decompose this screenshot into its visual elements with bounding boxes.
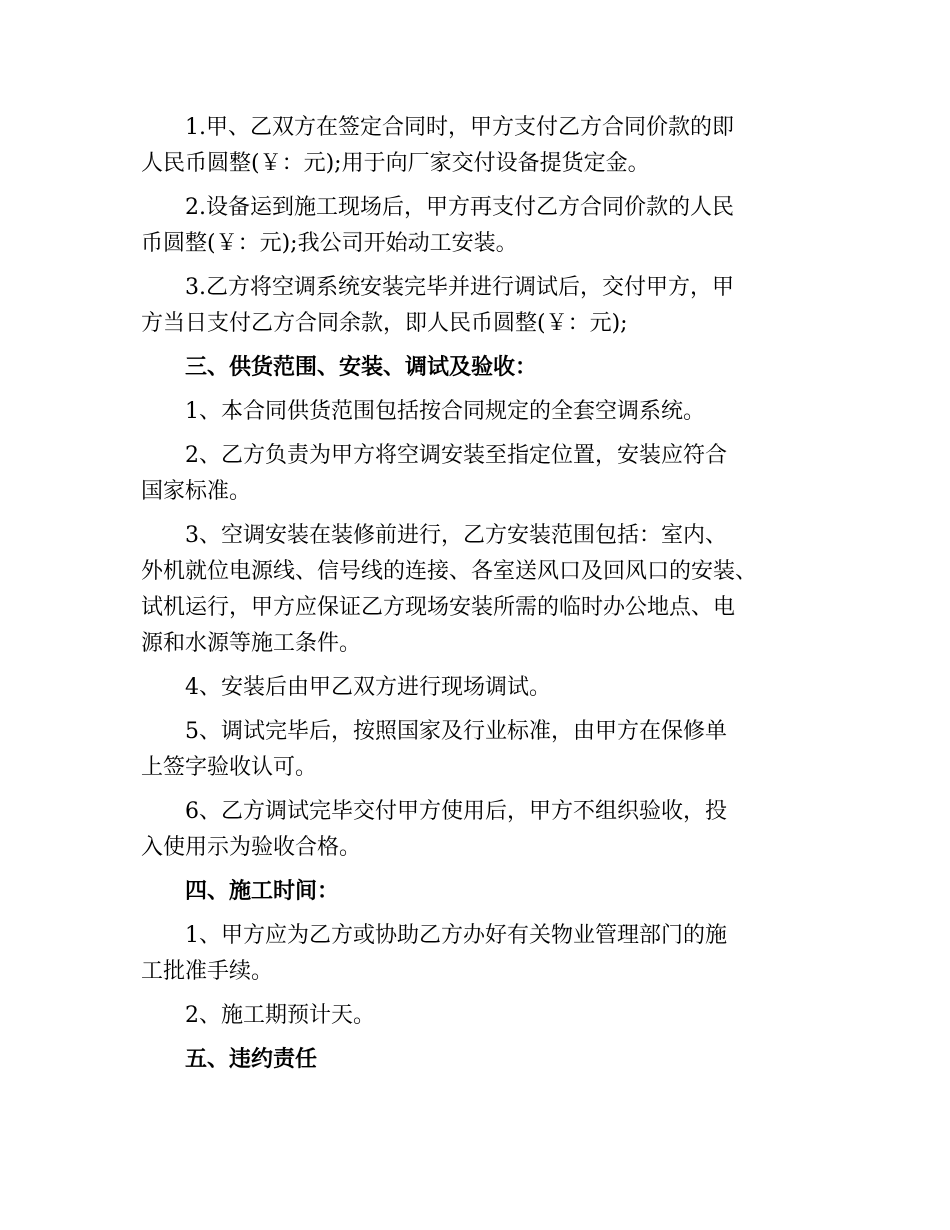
contract-paragraph	[141, 394, 831, 430]
paragraph-line: 源和水源等施工条件。	[141, 631, 362, 656]
contract-paragraph	[141, 714, 831, 786]
paragraph-first-line: 3.乙方将空调系统安装完毕并进行调试后，交付甲方，甲	[185, 275, 734, 300]
contract-paragraph	[141, 438, 831, 510]
contract-paragraph	[141, 918, 831, 990]
contract-paragraph	[141, 270, 831, 342]
section-heading: 三、供货范围、安装、调试及验收：	[185, 355, 538, 380]
contract-paragraph	[141, 998, 831, 1034]
paragraph-line: 外机就位电源线、信号线的连接、各室送风口及回风口的安装、	[141, 559, 758, 584]
contract-paragraph	[141, 794, 831, 866]
paragraph-first-line: 2.设备运到施工现场后，甲方再支付乙方合同价款的人民	[185, 195, 734, 220]
paragraph-line: 入使用示为验收合格。	[141, 835, 362, 860]
paragraph-line: 国家标准。	[141, 479, 252, 504]
paragraph-first-line: 1.甲、乙双方在签定合同时，甲方支付乙方合同价款的即	[185, 115, 734, 140]
paragraph-first-line: 4、安装后由甲乙双方进行现场调试。	[185, 675, 551, 700]
paragraph-line: 上签字验收认可。	[141, 755, 318, 780]
document-body	[141, 110, 831, 1086]
paragraph-line: 试机运行，甲方应保证乙方现场安装所需的临时办公地点、电	[141, 595, 736, 620]
paragraph-first-line: 2、乙方负责为甲方将空调安装至指定位置，安装应符合	[185, 443, 727, 468]
contract-paragraph	[141, 190, 831, 262]
contract-paragraph	[141, 110, 831, 182]
paragraph-first-line: 1、甲方应为乙方或协助乙方办好有关物业管理部门的施	[185, 923, 727, 948]
paragraph-line: 人民币圆整(￥：元);用于向厂家交付设备提货定金。	[141, 151, 650, 176]
paragraph-first-line: 6、乙方调试完毕交付甲方使用后，甲方不组织验收，投	[185, 799, 727, 824]
section-heading: 四、施工时间：	[185, 879, 340, 904]
contract-paragraph	[141, 670, 831, 706]
paragraph-first-line: 2、施工期预计天。	[185, 1003, 375, 1028]
paragraph-first-line: 5、调试完毕后，按照国家及行业标准，由甲方在保修单	[185, 719, 727, 744]
contract-paragraph	[141, 518, 831, 662]
paragraph-first-line: 1、本合同供货范围包括按合同规定的全套空调系统。	[185, 399, 705, 424]
paragraph-line: 方当日支付乙方合同余款，即人民币圆整(￥：元);	[141, 311, 628, 336]
paragraph-line: 币圆整(￥：元);我公司开始动工安装。	[141, 231, 518, 256]
paragraph-first-line: 3、空调安装在装修前进行，乙方安装范围包括：室内、	[185, 523, 727, 548]
section-heading: 五、违约责任	[185, 1047, 318, 1072]
paragraph-line: 工批准手续。	[141, 959, 274, 984]
